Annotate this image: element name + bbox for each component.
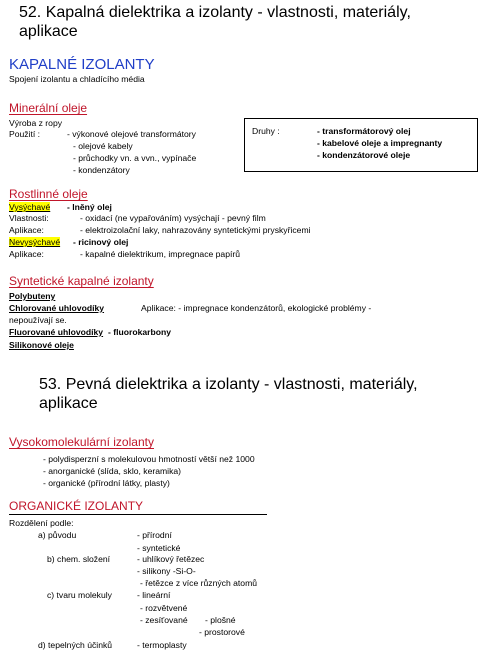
division-item: - přírodní bbox=[137, 530, 172, 540]
division-label: Rozdělení podle: bbox=[9, 518, 74, 528]
mineral-oils-heading: Minerální oleje bbox=[9, 101, 88, 115]
application-label: Aplikace: bbox=[9, 249, 44, 259]
chlorinated-hydrocarbons-label: Chlorované uhlovodíky bbox=[9, 303, 105, 313]
macromolecular-heading: Vysokomolekulární izolanty bbox=[9, 435, 154, 449]
section-52-heading-line1: 52. Kapalná dielektrika a izolanty - vlastnosti, materiály, bbox=[19, 4, 411, 21]
mineral-use-item: - kondenzátory bbox=[73, 165, 130, 175]
division-item: - uhlíkový řetězec bbox=[137, 554, 205, 564]
mineral-use-item: - průchodky vn. a vvn., vypínače bbox=[73, 153, 197, 163]
drying-oils-value: - lněný olej bbox=[67, 202, 112, 212]
chlorinated-hydrocarbons-cont: nepoužívají se. bbox=[9, 315, 67, 325]
division-c-label: c) tvaru molekuly bbox=[47, 590, 112, 600]
liquid-insulators-subtitle: Spojení izolantu a chladícího média bbox=[9, 74, 145, 84]
division-item: - syntetické bbox=[137, 543, 181, 553]
division-d-label: d) tepelných účinků bbox=[38, 640, 113, 650]
division-b-label: b) chem. složení bbox=[47, 554, 111, 564]
properties-label: Vlastnosti: bbox=[9, 213, 49, 223]
properties-value: - oxidací (ne vypařováním) vysýchají - pevný film bbox=[80, 213, 266, 223]
division-item: - termoplasty bbox=[137, 640, 187, 650]
oil-type-item: - kondenzátorové oleje bbox=[317, 150, 411, 160]
vegetable-oils-heading: Rostlinné oleje bbox=[9, 187, 88, 201]
organic-heading: ORGANICKÉ IZOLANTY bbox=[9, 499, 144, 513]
fluorinated-hydrocarbons-value: - fluorokarbony bbox=[108, 327, 172, 337]
nondrying-oils-value: - ricinový olej bbox=[73, 237, 129, 247]
macromolecular-item: - organické (přírodní látky, plasty) bbox=[43, 478, 170, 488]
division-item: - zesíťované bbox=[140, 615, 188, 625]
section-53-heading-line2: aplikace bbox=[39, 395, 98, 412]
macromolecular-item: - polydisperzní s molekulovou hmotností větší než 1000 bbox=[43, 454, 255, 464]
application-value: - elektroizolační laky, nahrazovány syntetickými pryskyřicemi bbox=[80, 225, 311, 235]
chlorinated-hydrocarbons-value: Aplikace: - impregnace kondenzátorů, ekologické problémy - bbox=[141, 303, 372, 313]
division-item: - lineární bbox=[137, 590, 171, 600]
nondrying-oils-label: Nevysýchavé bbox=[9, 237, 61, 247]
macromolecular-item: - anorganické (slída, sklo, keramika) bbox=[43, 466, 182, 476]
division-subitem: - plošné bbox=[205, 615, 236, 625]
oil-type-item: - transformátorový olej bbox=[317, 126, 411, 136]
section-52-heading-line2: aplikace bbox=[19, 23, 78, 40]
division-item: - silikony -Si-O- bbox=[137, 566, 196, 576]
drying-oils-label: Vysýchavé bbox=[9, 202, 51, 212]
silicone-oils: Silikonové oleje bbox=[9, 340, 74, 350]
synthetic-heading: Syntetické kapalné izolanty bbox=[9, 274, 154, 288]
liquid-insulators-title: KAPALNÉ IZOLANTY bbox=[9, 56, 155, 73]
oil-types-label: Druhy : bbox=[252, 126, 280, 136]
division-a-label: a) původu bbox=[38, 530, 77, 540]
division-item: - rozvětvené bbox=[140, 603, 188, 613]
organic-heading-rule bbox=[9, 514, 267, 515]
polybutenes: Polybuteny bbox=[9, 291, 56, 301]
mineral-use-item: - olejové kabely bbox=[73, 141, 133, 151]
application-label: Aplikace: bbox=[9, 225, 44, 235]
mineral-use-item: - výkonové olejové transformátory bbox=[67, 129, 196, 139]
application-value: - kapalné dielektrikum, impregnace papírů bbox=[80, 249, 241, 259]
section-53-heading-line1: 53. Pevná dielektrika a izolanty - vlastnosti, materiály, bbox=[39, 376, 418, 393]
mineral-oils-production: Výroba z ropy bbox=[9, 118, 63, 128]
mineral-oils-use-label: Použití : bbox=[9, 129, 41, 139]
fluorinated-hydrocarbons-label: Fluorované uhlovodíky bbox=[9, 327, 104, 337]
oil-type-item: - kabelové oleje a impregnanty bbox=[317, 138, 443, 148]
division-subitem: - prostorové bbox=[199, 627, 245, 637]
division-item: - řetězce z více různých atomů bbox=[140, 578, 258, 588]
